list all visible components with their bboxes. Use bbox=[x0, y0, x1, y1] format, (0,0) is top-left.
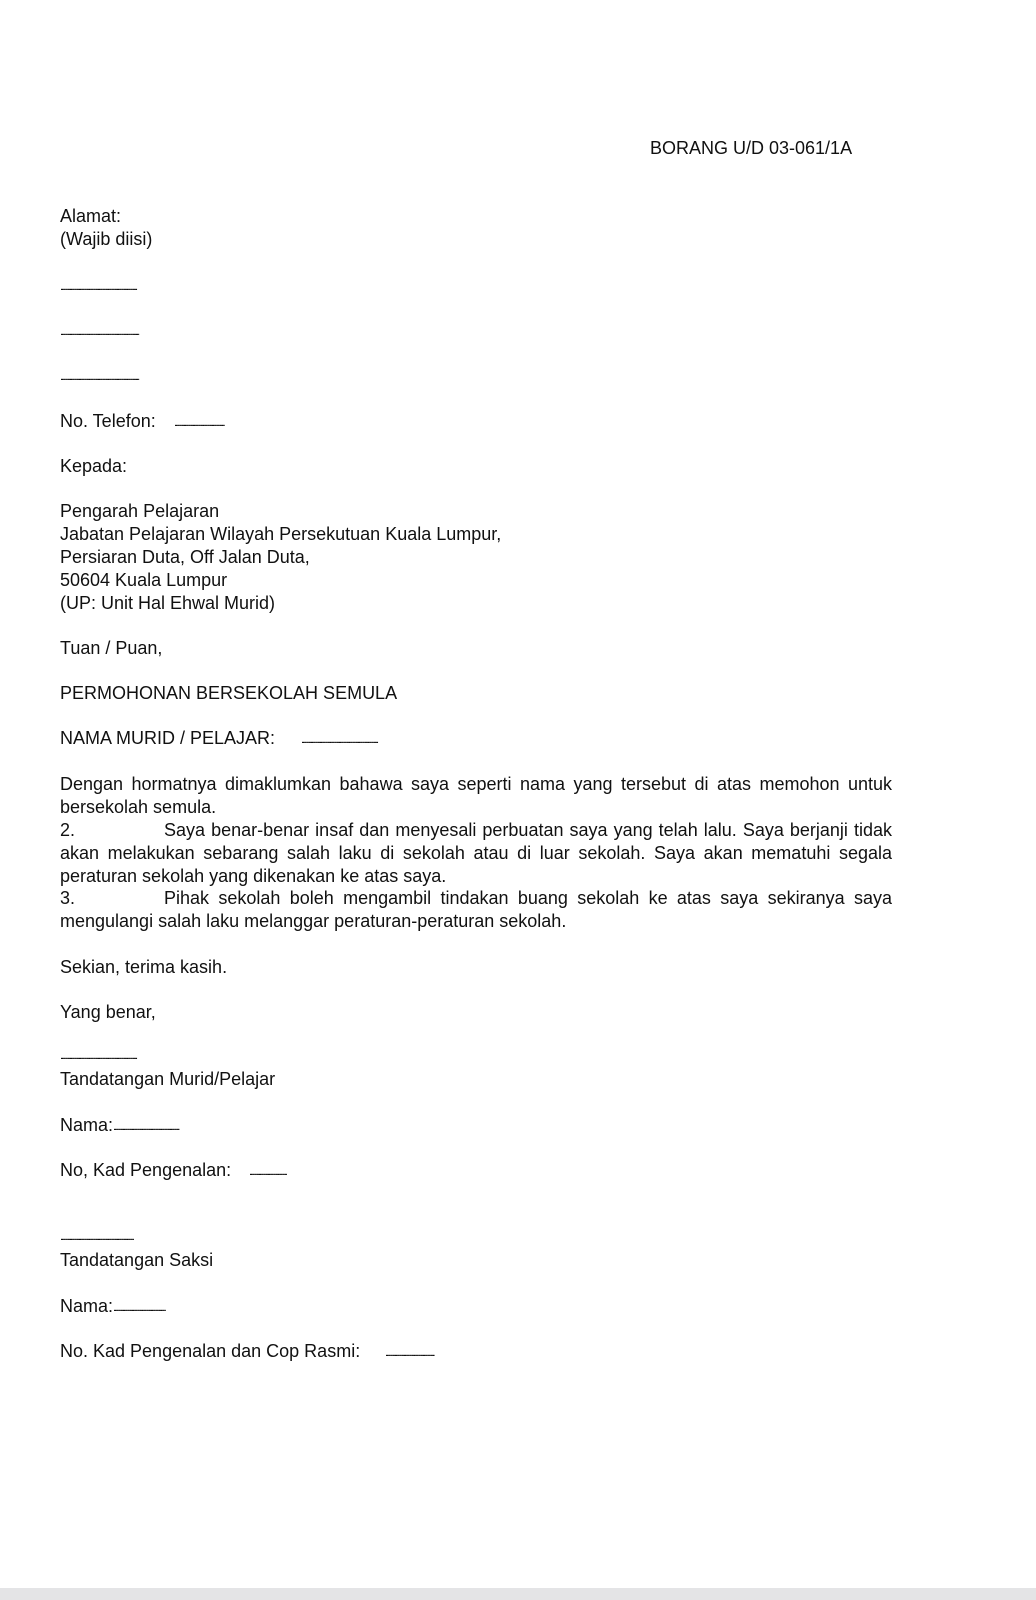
phone-label: No. Telefon: bbox=[60, 411, 156, 431]
address-note: (Wajib diisi) bbox=[60, 229, 153, 249]
student-name-sign-field: .............................................................. bbox=[113, 1121, 179, 1133]
recipient-line-2: Jabatan Pelajaran Wilayah Persekutuan Kuala Lumpur, bbox=[60, 524, 502, 544]
student-name-sign-label: Nama: bbox=[60, 1115, 114, 1135]
witness-ic-label: No. Kad Pengenalan dan Cop Rasmi: bbox=[60, 1341, 361, 1361]
paragraph-3-text: Pihak sekolah boleh mengambil tindakan buang sekolah ke atas saya sekiranya saya mengulangi salah laku melanggar peraturan-peraturan sekolah. bbox=[60, 888, 892, 931]
paragraph-2 bbox=[60, 819, 892, 888]
witness-signature-label: Tandatangan Saksi bbox=[60, 1250, 214, 1270]
student-signature-label: Tandatangan Murid/Pelajar bbox=[60, 1069, 276, 1089]
bottom-bar bbox=[0, 1588, 1036, 1600]
recipient-line-4: 50604 Kuala Lumpur bbox=[60, 570, 228, 590]
witness-ic-field: .............................................. bbox=[385, 1347, 434, 1359]
paragraph-2-text: Saya benar-benar insaf dan menyesali perbuatan saya yang telah lalu. Saya berjanji tidak akan melakukan sebarang salah laku di sekolah atau di luar sekolah. Saya akan mematuhi segala peraturan sekolah yang dikenakan ke atas saya. bbox=[60, 820, 892, 886]
address-label: Alamat: bbox=[60, 206, 122, 226]
paragraph-2-number: 2. bbox=[60, 820, 76, 840]
address-line-2: .......................................................................... bbox=[60, 326, 139, 338]
recipient-line-1: Pengarah Pelajaran bbox=[60, 501, 220, 521]
paragraph-3-number: 3. bbox=[60, 888, 76, 908]
student-name-label: NAMA MURID / PELAJAR: bbox=[60, 728, 276, 748]
recipient-line-3: Persiaran Duta, Off Jalan Duta, bbox=[60, 547, 310, 567]
witness-name-field: ................................................. bbox=[113, 1302, 165, 1314]
witness-signature-line: ..................................................................... bbox=[60, 1231, 133, 1243]
form-code: BORANG U/D 03-061/1A bbox=[650, 138, 853, 158]
subject: PERMOHONAN BERSEKOLAH SEMULA bbox=[60, 683, 398, 703]
student-ic-label: No, Kad Pengenalan: bbox=[60, 1160, 232, 1180]
paragraph-3 bbox=[60, 887, 892, 933]
witness-name-label: Nama: bbox=[60, 1296, 114, 1316]
student-name-field: ........................................................................ bbox=[301, 734, 378, 746]
address-line-1: ........................................................................ bbox=[60, 281, 137, 293]
student-ic-field: ................................... bbox=[249, 1166, 286, 1178]
address-line-3: .......................................................................... bbox=[60, 371, 139, 383]
closing: Sekian, terima kasih. bbox=[60, 957, 228, 977]
student-signature-line: ........................................................................ bbox=[60, 1050, 137, 1062]
recipient-line-5: (UP: Unit Hal Ehwal Murid) bbox=[60, 593, 276, 613]
salutation: Tuan / Puan, bbox=[60, 638, 163, 658]
sign-off: Yang benar, bbox=[60, 1002, 156, 1022]
to-label: Kepada: bbox=[60, 456, 128, 476]
paragraph-1: Dengan hormatnya dimaklumkan bahawa saya seperti nama yang tersebut di atas memohon untuk bersekolah semula. bbox=[60, 774, 892, 817]
phone-field: ............................................... bbox=[174, 417, 224, 429]
